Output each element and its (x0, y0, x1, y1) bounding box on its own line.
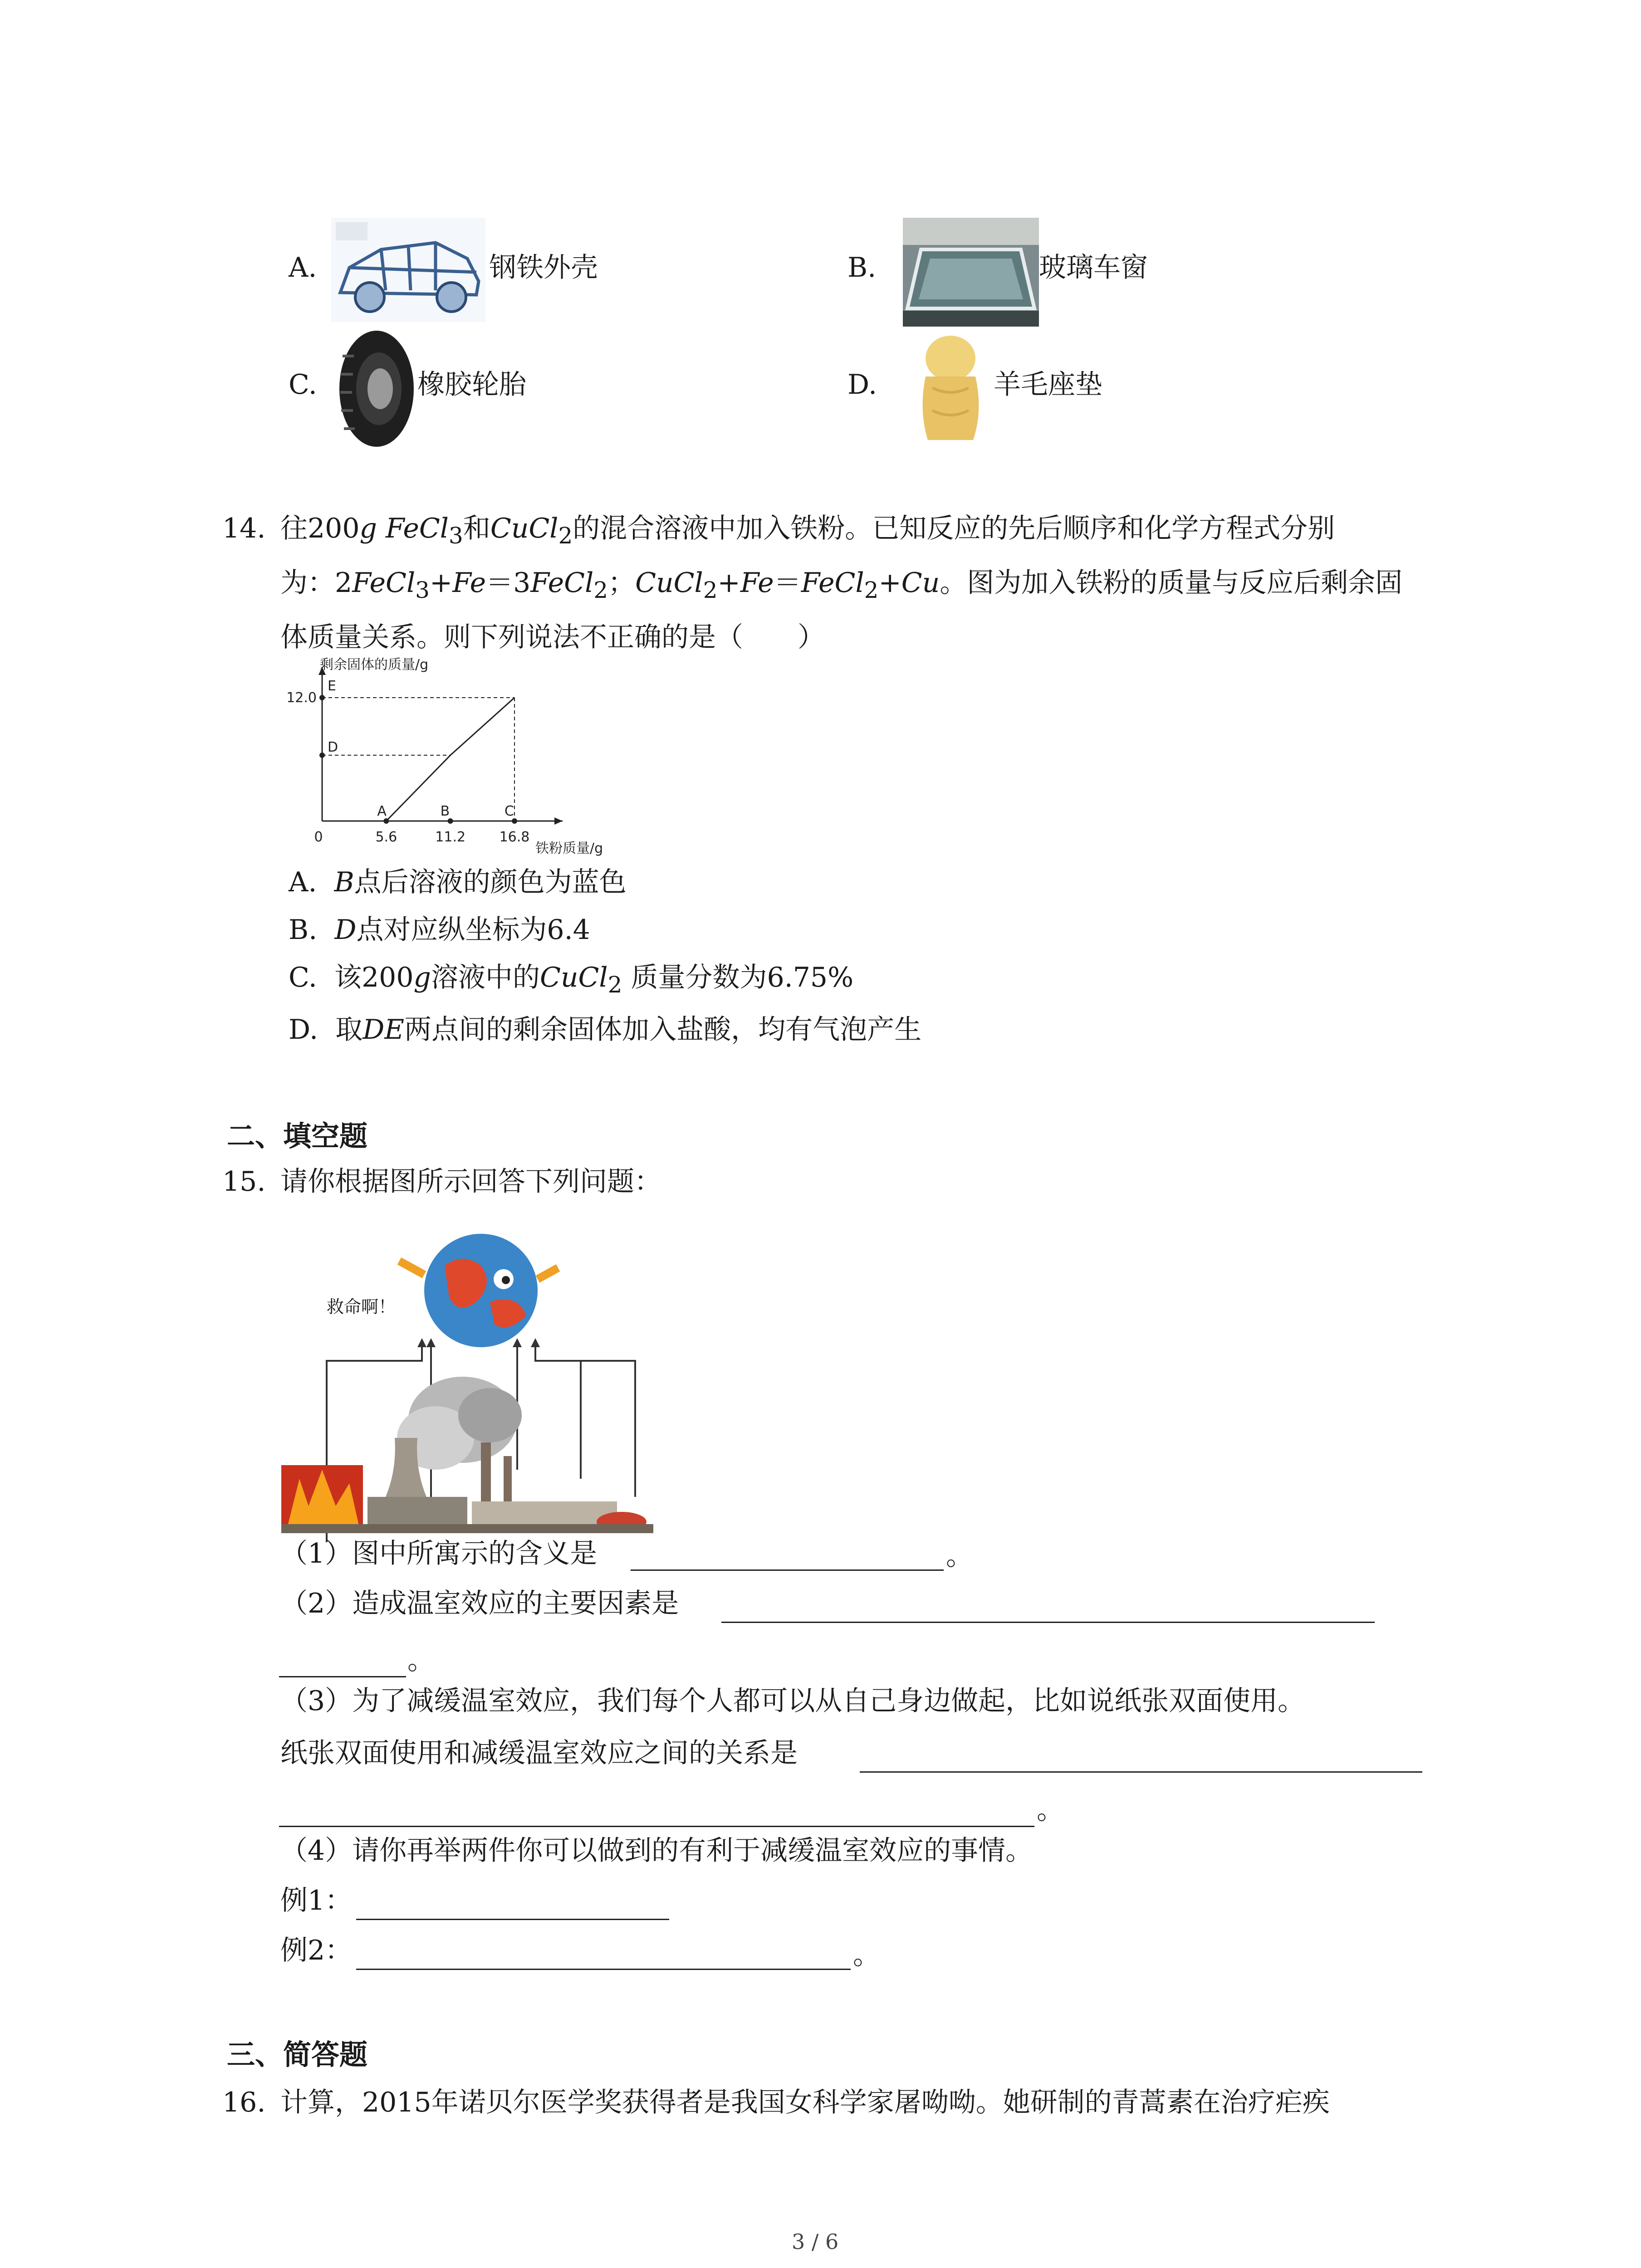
x-tick-label: 16.8 (499, 829, 530, 845)
answer-blank-4b[interactable] (356, 1969, 851, 1970)
illustration-caption: 救命啊！ (327, 1297, 396, 1317)
question-number: 14. (222, 513, 266, 544)
example-1-label: 例1： (280, 1885, 353, 1916)
question-stem-line: 往200g FeCl$_3$和CuCl$_2$的混合溶液中加入铁粉。已知反应的先后顺序和化学方程式分别 (280, 513, 1335, 549)
point-label-c: C (505, 803, 514, 819)
question-stem-line: 体质量关系。则下列说法不正确的是（ ） (280, 621, 825, 653)
sub-question-4: （4）请你再举两件你可以做到的有利于减缓温室效应的事情。 (280, 1835, 1033, 1867)
origin-label: 0 (314, 829, 323, 845)
q14-option-b: B. D点对应纵坐标为6.4 (289, 914, 590, 946)
section-title: 二、填空题 (227, 1119, 368, 1153)
option-letter: D. (847, 369, 877, 401)
answer-blank-3a[interactable] (860, 1771, 1422, 1773)
answer-blank-4a[interactable] (356, 1919, 669, 1920)
x-tick-label: 5.6 (375, 829, 397, 845)
x-tick-label: 11.2 (435, 829, 466, 845)
y-axis-label: 剩余固体的质量/g (320, 657, 429, 673)
option-text: 玻璃车窗 (1039, 252, 1148, 284)
sub-question-end: 。 (946, 1540, 973, 1572)
section-title: 三、简答题 (227, 2038, 368, 2071)
answer-blank-3b[interactable] (279, 1826, 1034, 1827)
data-point (319, 753, 325, 758)
answer-blank-2b[interactable] (279, 1676, 406, 1677)
answer-blank-2a[interactable] (721, 1622, 1375, 1623)
sub-question-2: （2）造成温室效应的主要因素是 (280, 1588, 679, 1619)
data-point (319, 695, 325, 700)
question-stem: 请你根据图所示回答下列问题： (280, 1166, 661, 1198)
question-number: 16. (222, 2087, 266, 2118)
option-text: 钢铁外壳 (489, 252, 598, 284)
y-tick-label: 12.0 (286, 690, 317, 706)
sub-question-3-line2: 纸张双面使用和减缓温室效应之间的关系是 (280, 1737, 798, 1769)
x-axis-label: 铁粉质量/g (535, 841, 603, 856)
question-stem: 计算，2015年诺贝尔医学奖获得者是我国女科学家屠呦呦。她研制的青蒿素在治疗疟疾 (280, 2087, 1330, 2118)
q14-option-a: A. B点后溶液的颜色为蓝色 (289, 866, 627, 898)
car-body-frame-image (331, 218, 485, 322)
point-label-d: D (328, 739, 338, 755)
point-label-a: A (377, 803, 387, 819)
point-label-e: E (328, 678, 336, 694)
wool-seat-cushion-image (905, 333, 996, 447)
option-text: 羊毛座垫 (994, 369, 1102, 401)
greenhouse-illustration (281, 1225, 653, 1533)
q14-option-d: D. 取DE两点间的剩余固体加入盐酸，均有气泡产生 (289, 1014, 922, 1046)
option-letter: C. (289, 369, 317, 401)
point-label-b: B (440, 803, 450, 819)
rubber-tire-image (336, 329, 417, 449)
option-letter: B. (847, 252, 877, 284)
option-text: 橡胶轮胎 (417, 369, 526, 401)
example-2-label: 例2： (280, 1935, 353, 1966)
sub-question-end: 。 (407, 1644, 435, 1676)
sub-question-end: 。 (853, 1939, 880, 1971)
x-axis-arrow (554, 817, 563, 825)
series-line (386, 698, 514, 821)
q14-option-c: C. 该200g溶液中的CuCl$_2$ 质量分数为6.75% (289, 962, 854, 998)
car-windshield-image (903, 218, 1039, 327)
question-number: 15. (222, 1166, 266, 1198)
mass-chart (272, 657, 603, 866)
sub-question-end: 。 (1037, 1794, 1064, 1826)
sub-question-1: （1）图中所寓示的含义是 (280, 1538, 598, 1569)
question-stem-line: 为：2FeCl$_3$+Fe＝3FeCl$_2$；CuCl$_2$+Fe＝FeCl$_2$+Cu。图为加入铁粉的质量与反应后剩余固 (280, 567, 1403, 603)
option-letter: A. (289, 252, 317, 284)
page-number: 3 / 6 (792, 2229, 839, 2254)
sub-question-3: （3）为了减缓温室效应，我们每个人都可以从自己身边做起，比如说纸张双面使用。 (280, 1685, 1305, 1717)
answer-blank-1[interactable] (631, 1569, 944, 1571)
